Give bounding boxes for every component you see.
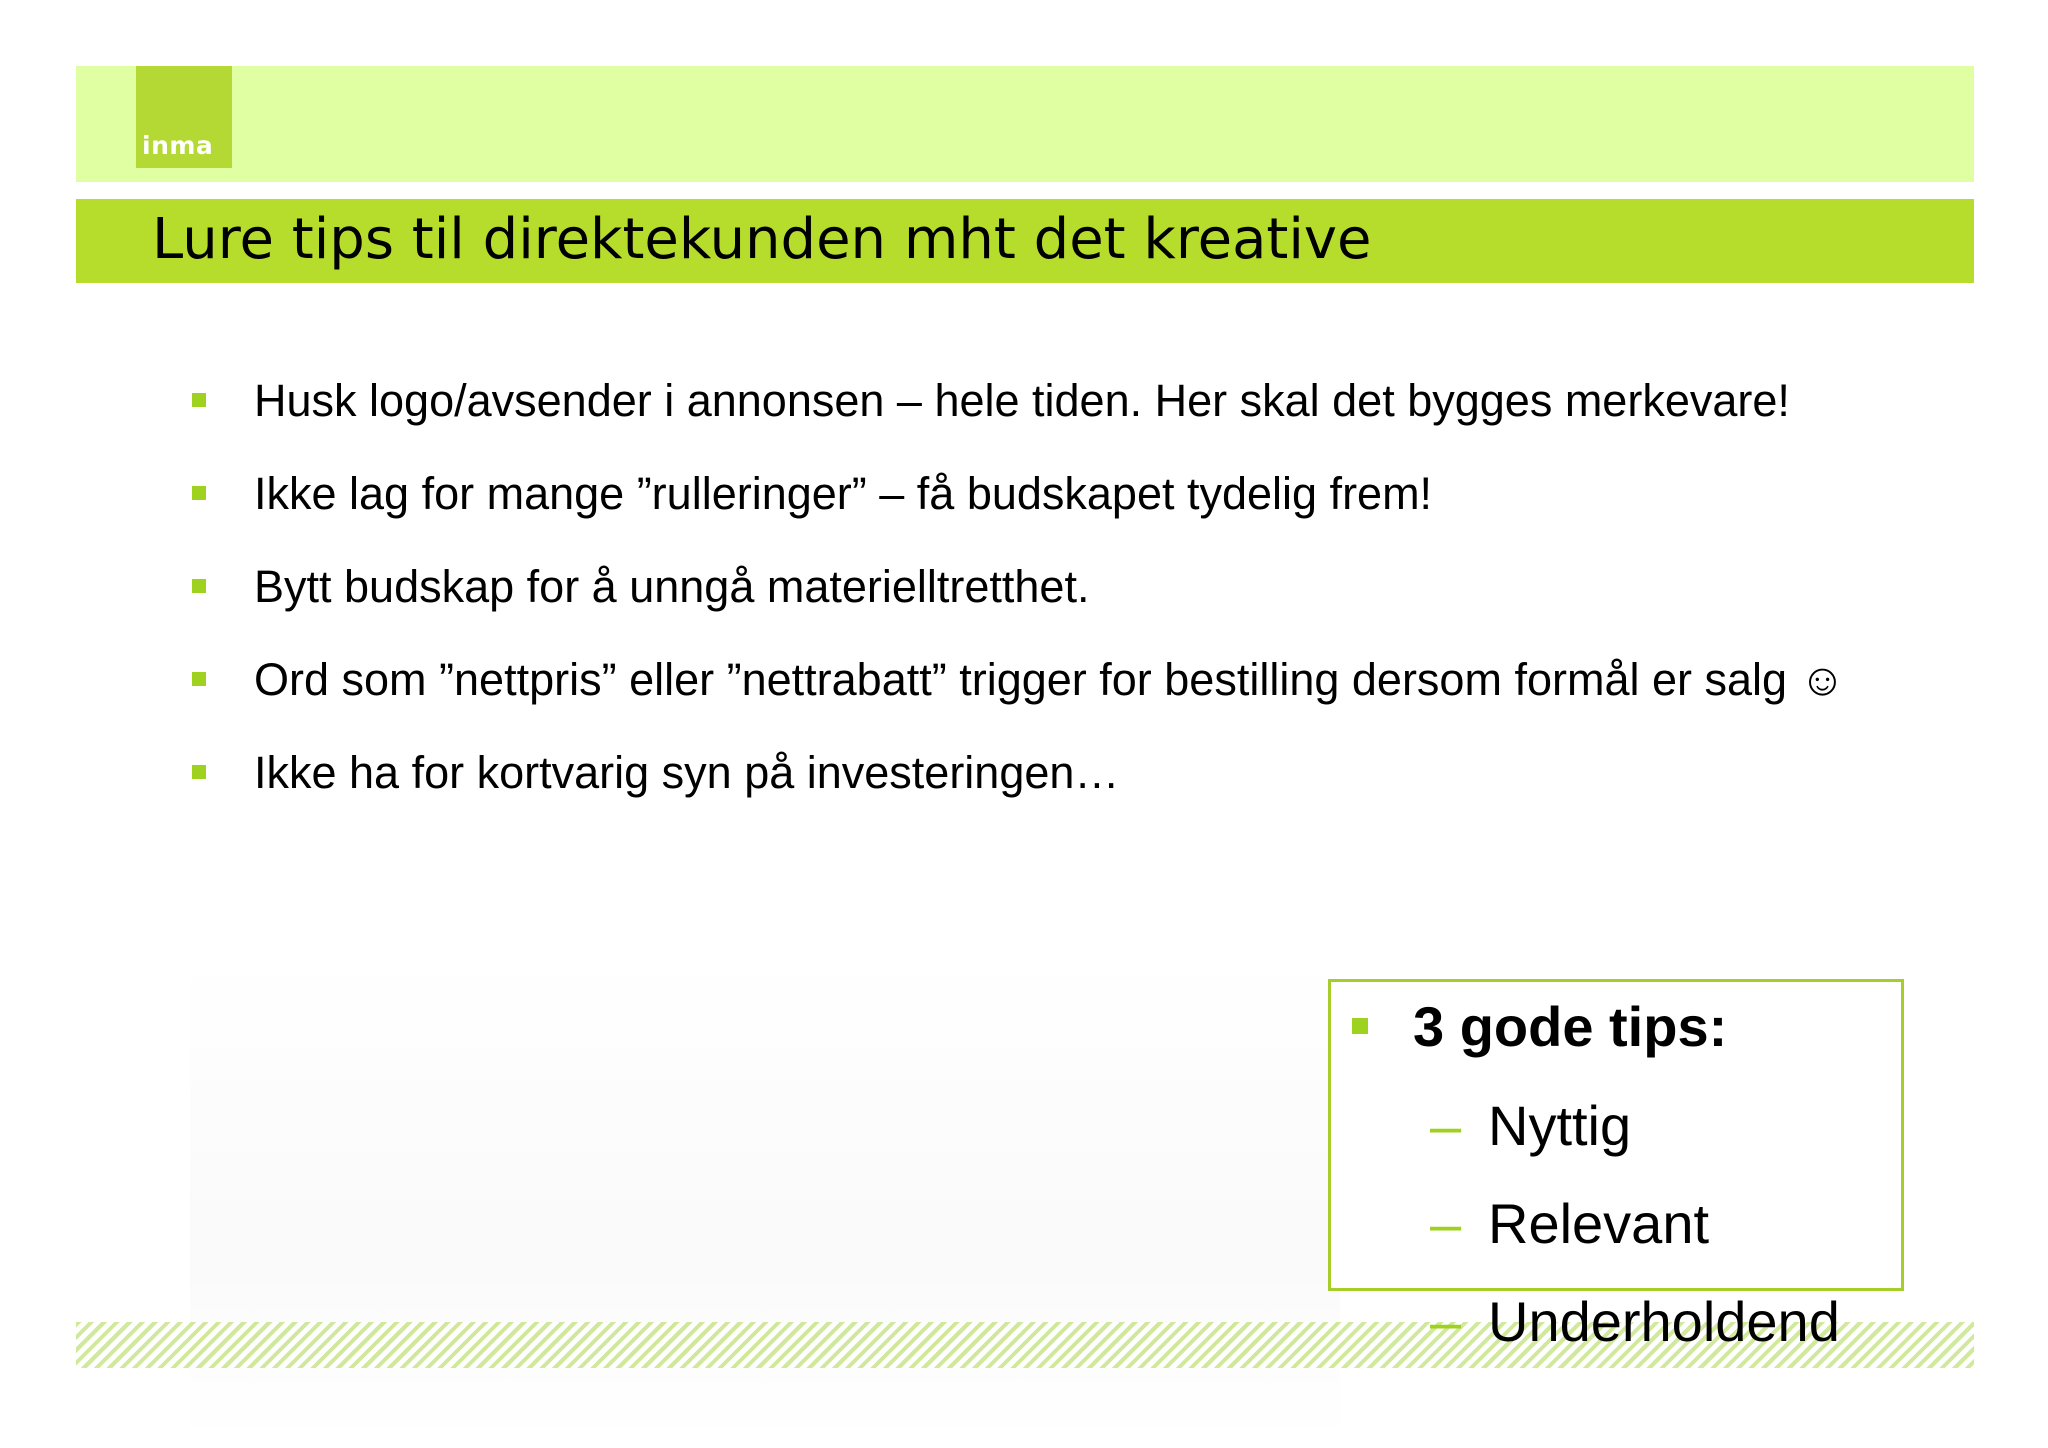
bullet-square-icon [192,393,206,407]
bullet-text: Ikke ha for kortvarig syn på investeringen… [254,747,1120,798]
dash-icon: – [1430,1290,1462,1353]
bullet-square-icon [192,672,206,686]
tip-item [1430,1092,1631,1160]
slide-title: Lure tips til direktekunden mht det kreative [152,207,1372,272]
tip-text: Relevant [1488,1192,1710,1255]
tip-text: Nyttig [1488,1094,1632,1157]
tip-item [1430,1190,1709,1258]
bullet-item [190,461,1890,526]
bullet-text: Ikke lag for mange ”rulleringer” – få budskapet tydelig frem! [254,468,1433,519]
bullet-item [190,647,1890,712]
tip-text: Underholdend [1488,1290,1840,1353]
dash-icon: – [1430,1094,1462,1157]
inma-logo [136,66,232,168]
bullet-list [190,368,1890,833]
bullet-text: Ord som ”nettpris” eller ”nettrabatt” trigger for bestilling dersom formål er salg ☺ [254,654,1846,705]
bullet-item [190,740,1890,805]
bullet-text: Husk logo/avsender i annonsen – hele tiden. Her skal det bygges merkevare! [254,375,1790,426]
bullet-item [190,554,1890,619]
bullet-text: Bytt budskap for å unngå materielltretthet. [254,561,1090,612]
logo-text: inma [142,131,214,160]
content-shadow [190,960,1340,1440]
bullet-square-icon [192,486,206,500]
dash-icon: – [1430,1192,1462,1255]
bullet-item [190,368,1890,433]
tips-heading: 3 gode tips: [1413,995,1728,1058]
tips-bullet-square-icon [1352,1018,1368,1034]
bullet-square-icon [192,579,206,593]
header-band [76,66,1974,182]
tip-item [1430,1288,1840,1356]
bullet-square-icon [192,765,206,779]
